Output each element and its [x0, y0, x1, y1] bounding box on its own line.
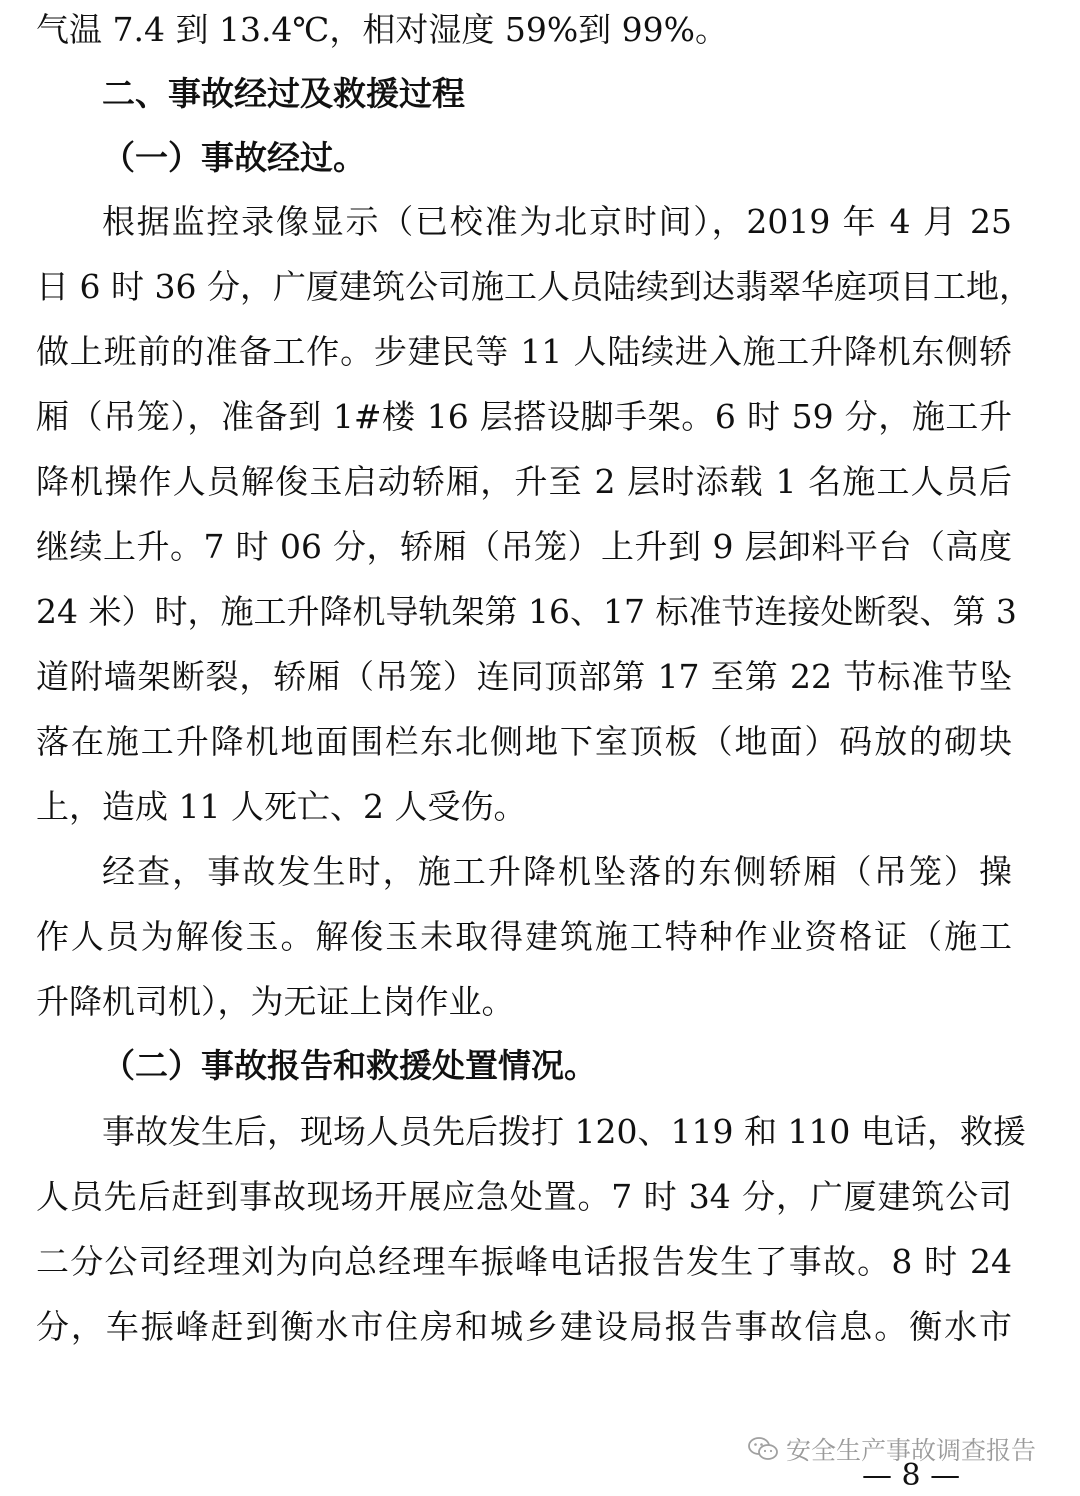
- paragraph-line: 日 6 时 36 分，广厦建筑公司施工人员陆续到达翡翠华庭项目工地，: [36, 267, 1032, 306]
- watermark-text: 安全生产事故调查报告: [786, 1436, 1037, 1465]
- paragraph-line: 做上班前的准备工作。步建民等 11 人陆续进入施工升降机东侧轿: [36, 332, 1012, 371]
- paragraph-line: 道附墙架断裂，轿厢（吊笼）连同顶部第 17 至第 22 节标准节坠: [36, 657, 1012, 696]
- paragraph-line: 升降机司机），为无证上岗作业。: [36, 982, 515, 1021]
- paragraph-line: 人员先后赶到事故现场开展应急处置。7 时 34 分，广厦建筑公司: [36, 1177, 1012, 1216]
- paragraph-line: 根据监控录像显示（已校准为北京时间），2019 年 4 月 25: [102, 202, 1012, 241]
- paragraph-line: 上，造成 11 人死亡、2 人受伤。: [36, 787, 527, 826]
- section-heading: 二、事故经过及救援过程: [102, 74, 465, 113]
- paragraph-line: 落在施工升降机地面围栏东北侧地下室顶板（地面）码放的砌块: [36, 722, 1012, 761]
- paragraph-line: 厢（吊笼），准备到 1#楼 16 层搭设脚手架。6 时 59 分，施工升: [36, 397, 1012, 436]
- paragraph-line: 二分公司经理刘为向总经理车振峰电话报告发生了事故。8 时 24: [36, 1242, 1012, 1281]
- subsection-heading-report-rescue: （二）事故报告和救援处置情况。: [102, 1046, 597, 1085]
- subsection-heading-accident-process: （一）事故经过。: [102, 138, 366, 177]
- paragraph-line: 事故发生后，现场人员先后拨打 120、119 和 110 电话，救援: [102, 1112, 1026, 1151]
- wechat-icon: [748, 1436, 778, 1462]
- paragraph-line: 降机操作人员解俊玉启动轿厢，升至 2 层时添载 1 名施工人员后: [36, 462, 1012, 501]
- paragraph-line: 24 米）时，施工升降机导轨架第 16、17 标准节连接处断裂、第 3: [36, 592, 1017, 631]
- paragraph-line: 继续上升。7 时 06 分，轿厢（吊笼）上升到 9 层卸料平台（高度: [36, 527, 1012, 566]
- text-line-temperature: 气温 7.4 到 13.4℃，相对湿度 59%到 99%。: [36, 10, 729, 49]
- paragraph-line: 分，车振峰赶到衡水市住房和城乡建设局报告事故信息。衡水市: [36, 1307, 1012, 1346]
- paragraph-line: 经查，事故发生时，施工升降机坠落的东侧轿厢（吊笼）操: [102, 852, 1012, 891]
- page-number: — 8 —: [862, 1458, 961, 1493]
- paragraph-line: 作人员为解俊玉。解俊玉未取得建筑施工特种作业资格证（施工: [36, 917, 1012, 956]
